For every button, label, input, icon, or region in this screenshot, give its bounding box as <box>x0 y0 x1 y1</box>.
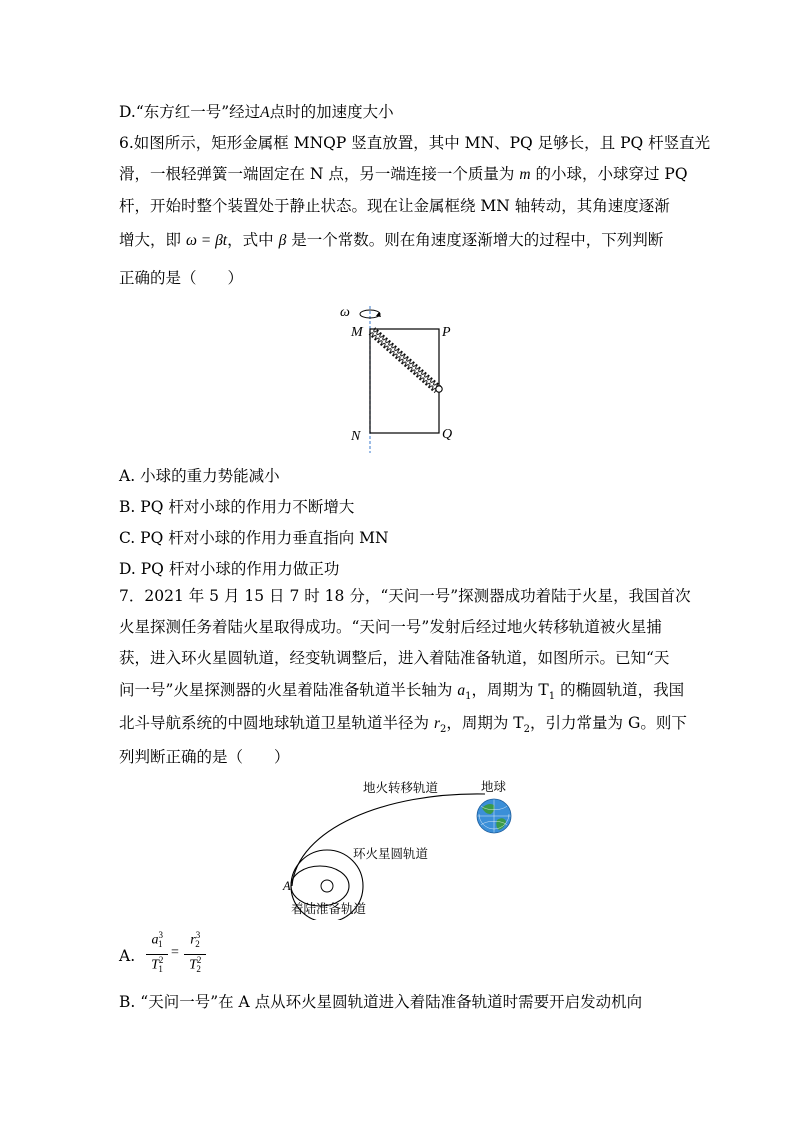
question-text: 杆，开始时整个装置处于静止状态。现在让金属框绕 MN 轴转动，其角速度逐渐 <box>119 197 670 215</box>
subscript: 1 <box>465 691 472 703</box>
transfer-orbit-label: 地火转移轨道 <box>363 781 439 795</box>
option-text: 小球的重力势能减小 <box>140 467 280 485</box>
question-text: 是一个常数。则在角速度逐渐增大的过程中，下列判断 <box>286 231 664 249</box>
sub: 1 <box>158 939 163 950</box>
option-label: A. <box>119 947 136 965</box>
q7-line-4 <box>119 680 684 707</box>
label-p: P <box>442 325 451 340</box>
q7-figure <box>275 774 535 920</box>
spring <box>369 327 441 393</box>
sub: 1 <box>158 964 163 975</box>
fraction-numerator <box>184 930 206 949</box>
q6-line-1 <box>119 133 710 153</box>
question-text: 获，进入环火星圆轨道，经变轨调整后，进入着陆准备轨道，如图所示。已知“天 <box>119 649 670 667</box>
question-text: 问一号”火星探测器的火星着陆准备轨道半长轴为 <box>119 681 458 699</box>
var: T <box>151 957 159 973</box>
option-label: C. <box>119 529 136 547</box>
q7-line-1 <box>119 586 691 606</box>
variable: m <box>519 166 531 183</box>
subscript: 1 <box>548 691 556 703</box>
earth-icon <box>477 799 511 833</box>
variable: β <box>278 232 287 249</box>
fraction-denominator <box>146 955 168 974</box>
q6-option-b <box>119 497 354 517</box>
question-text: 正确的是（ ） <box>119 269 244 287</box>
mars-icon <box>321 880 333 892</box>
sub: 2 <box>196 964 201 975</box>
subscript: 2 <box>439 724 447 736</box>
question-text: 的椭圆轨道，我国 <box>555 681 685 699</box>
var: r <box>190 932 196 948</box>
omega-label: ω <box>340 305 350 320</box>
option-text: PQ 杆对小球的作用力垂直指向 MN <box>140 529 389 547</box>
q7-option-a-label <box>119 946 135 966</box>
question-text: ，周期为 T <box>446 714 524 732</box>
question-text: 滑，一根轻弹簧一端固定在 N 点，另一端连接一个质量为 <box>119 165 520 183</box>
sup: 2 <box>196 955 202 965</box>
q6-line-5 <box>119 268 243 288</box>
equals-sign: = <box>171 945 179 960</box>
q7-line-3 <box>119 648 669 668</box>
option-text: PQ 杆对小球的作用力不断增大 <box>140 498 355 516</box>
question-text: ，周期为 T <box>471 681 549 699</box>
option-text: PQ 杆对小球的作用力做正功 <box>140 560 340 578</box>
landing-orbit <box>291 866 349 906</box>
circular-orbit-label: 环火星圆轨道 <box>353 847 429 861</box>
fraction-numerator <box>146 930 168 949</box>
option-text: 点时的加速度大小 <box>269 103 394 121</box>
subscript: 2 <box>523 724 531 736</box>
question-number: 6. <box>119 134 134 152</box>
question-text: 增大，即 <box>119 231 186 249</box>
variable: a <box>457 682 466 699</box>
q7-option-b <box>119 992 642 1012</box>
question-text: ，式中 <box>227 231 279 249</box>
question-text: ，引力常量为 G。则下 <box>530 714 687 732</box>
question-text: 北斗导航系统的中圆地球轨道卫星轨道半径为 <box>119 714 434 732</box>
q7-option-a-formula <box>146 930 216 980</box>
option-text: “东方红一号”经过 <box>135 103 261 121</box>
option-label: D. <box>119 103 136 121</box>
option-label: B. <box>119 993 136 1011</box>
sub: 2 <box>195 939 200 950</box>
earth-label: 地球 <box>481 780 507 794</box>
q6-figure <box>335 298 465 458</box>
q7-line-2 <box>119 617 662 637</box>
var: a <box>151 932 159 948</box>
variable: r <box>433 715 440 732</box>
option-label: A. <box>119 467 136 485</box>
option-label: B. <box>119 498 136 516</box>
question-text: 7．2021 年 5 月 15 日 7 时 18 分，“天问一号”探测器成功着陆于火星，我国首次 <box>119 587 691 605</box>
q7-line-6 <box>119 747 290 767</box>
option-text: “天问一号”在 A 点从环火星圆轨道进入着陆准备轨道时需要开启发动机向 <box>140 993 643 1011</box>
sup: 3 <box>158 930 163 940</box>
ball <box>436 386 442 392</box>
landing-orbit-label: 着陆准备轨道 <box>291 902 367 916</box>
q6-line-4 <box>119 230 663 251</box>
formula: ω = βt <box>185 232 228 249</box>
question-text: 如图所示，矩形金属框 MNQP 竖直放置，其中 MN、PQ 足够长，且 PQ 杆竖直光 <box>133 134 711 152</box>
q6-line-3 <box>119 196 670 216</box>
label-q: Q <box>442 427 453 442</box>
q6-option-c <box>119 528 389 548</box>
label-n: N <box>351 429 361 444</box>
transfer-orbit <box>292 794 485 886</box>
question-text: 火星探测任务着陆火星取得成功。“天问一号”发射后经过地火转移轨道被火星捕 <box>119 618 662 636</box>
q5-option-d <box>119 102 394 123</box>
question-text: 列判断正确的是（ ） <box>119 748 290 766</box>
question-text: 的小球，小球穿过 PQ <box>530 165 688 183</box>
q7-line-5 <box>119 713 687 740</box>
label-m: M <box>351 325 363 340</box>
variable: A <box>260 104 270 121</box>
sup: 2 <box>158 955 164 965</box>
sup: 3 <box>195 930 201 940</box>
q6-line-2 <box>119 164 688 185</box>
q6-option-a <box>119 466 280 486</box>
option-label: D. <box>119 560 136 578</box>
q6-option-d <box>119 559 339 579</box>
point-a-label: A <box>283 879 291 893</box>
var: T <box>189 957 197 973</box>
fraction-denominator <box>184 955 206 974</box>
